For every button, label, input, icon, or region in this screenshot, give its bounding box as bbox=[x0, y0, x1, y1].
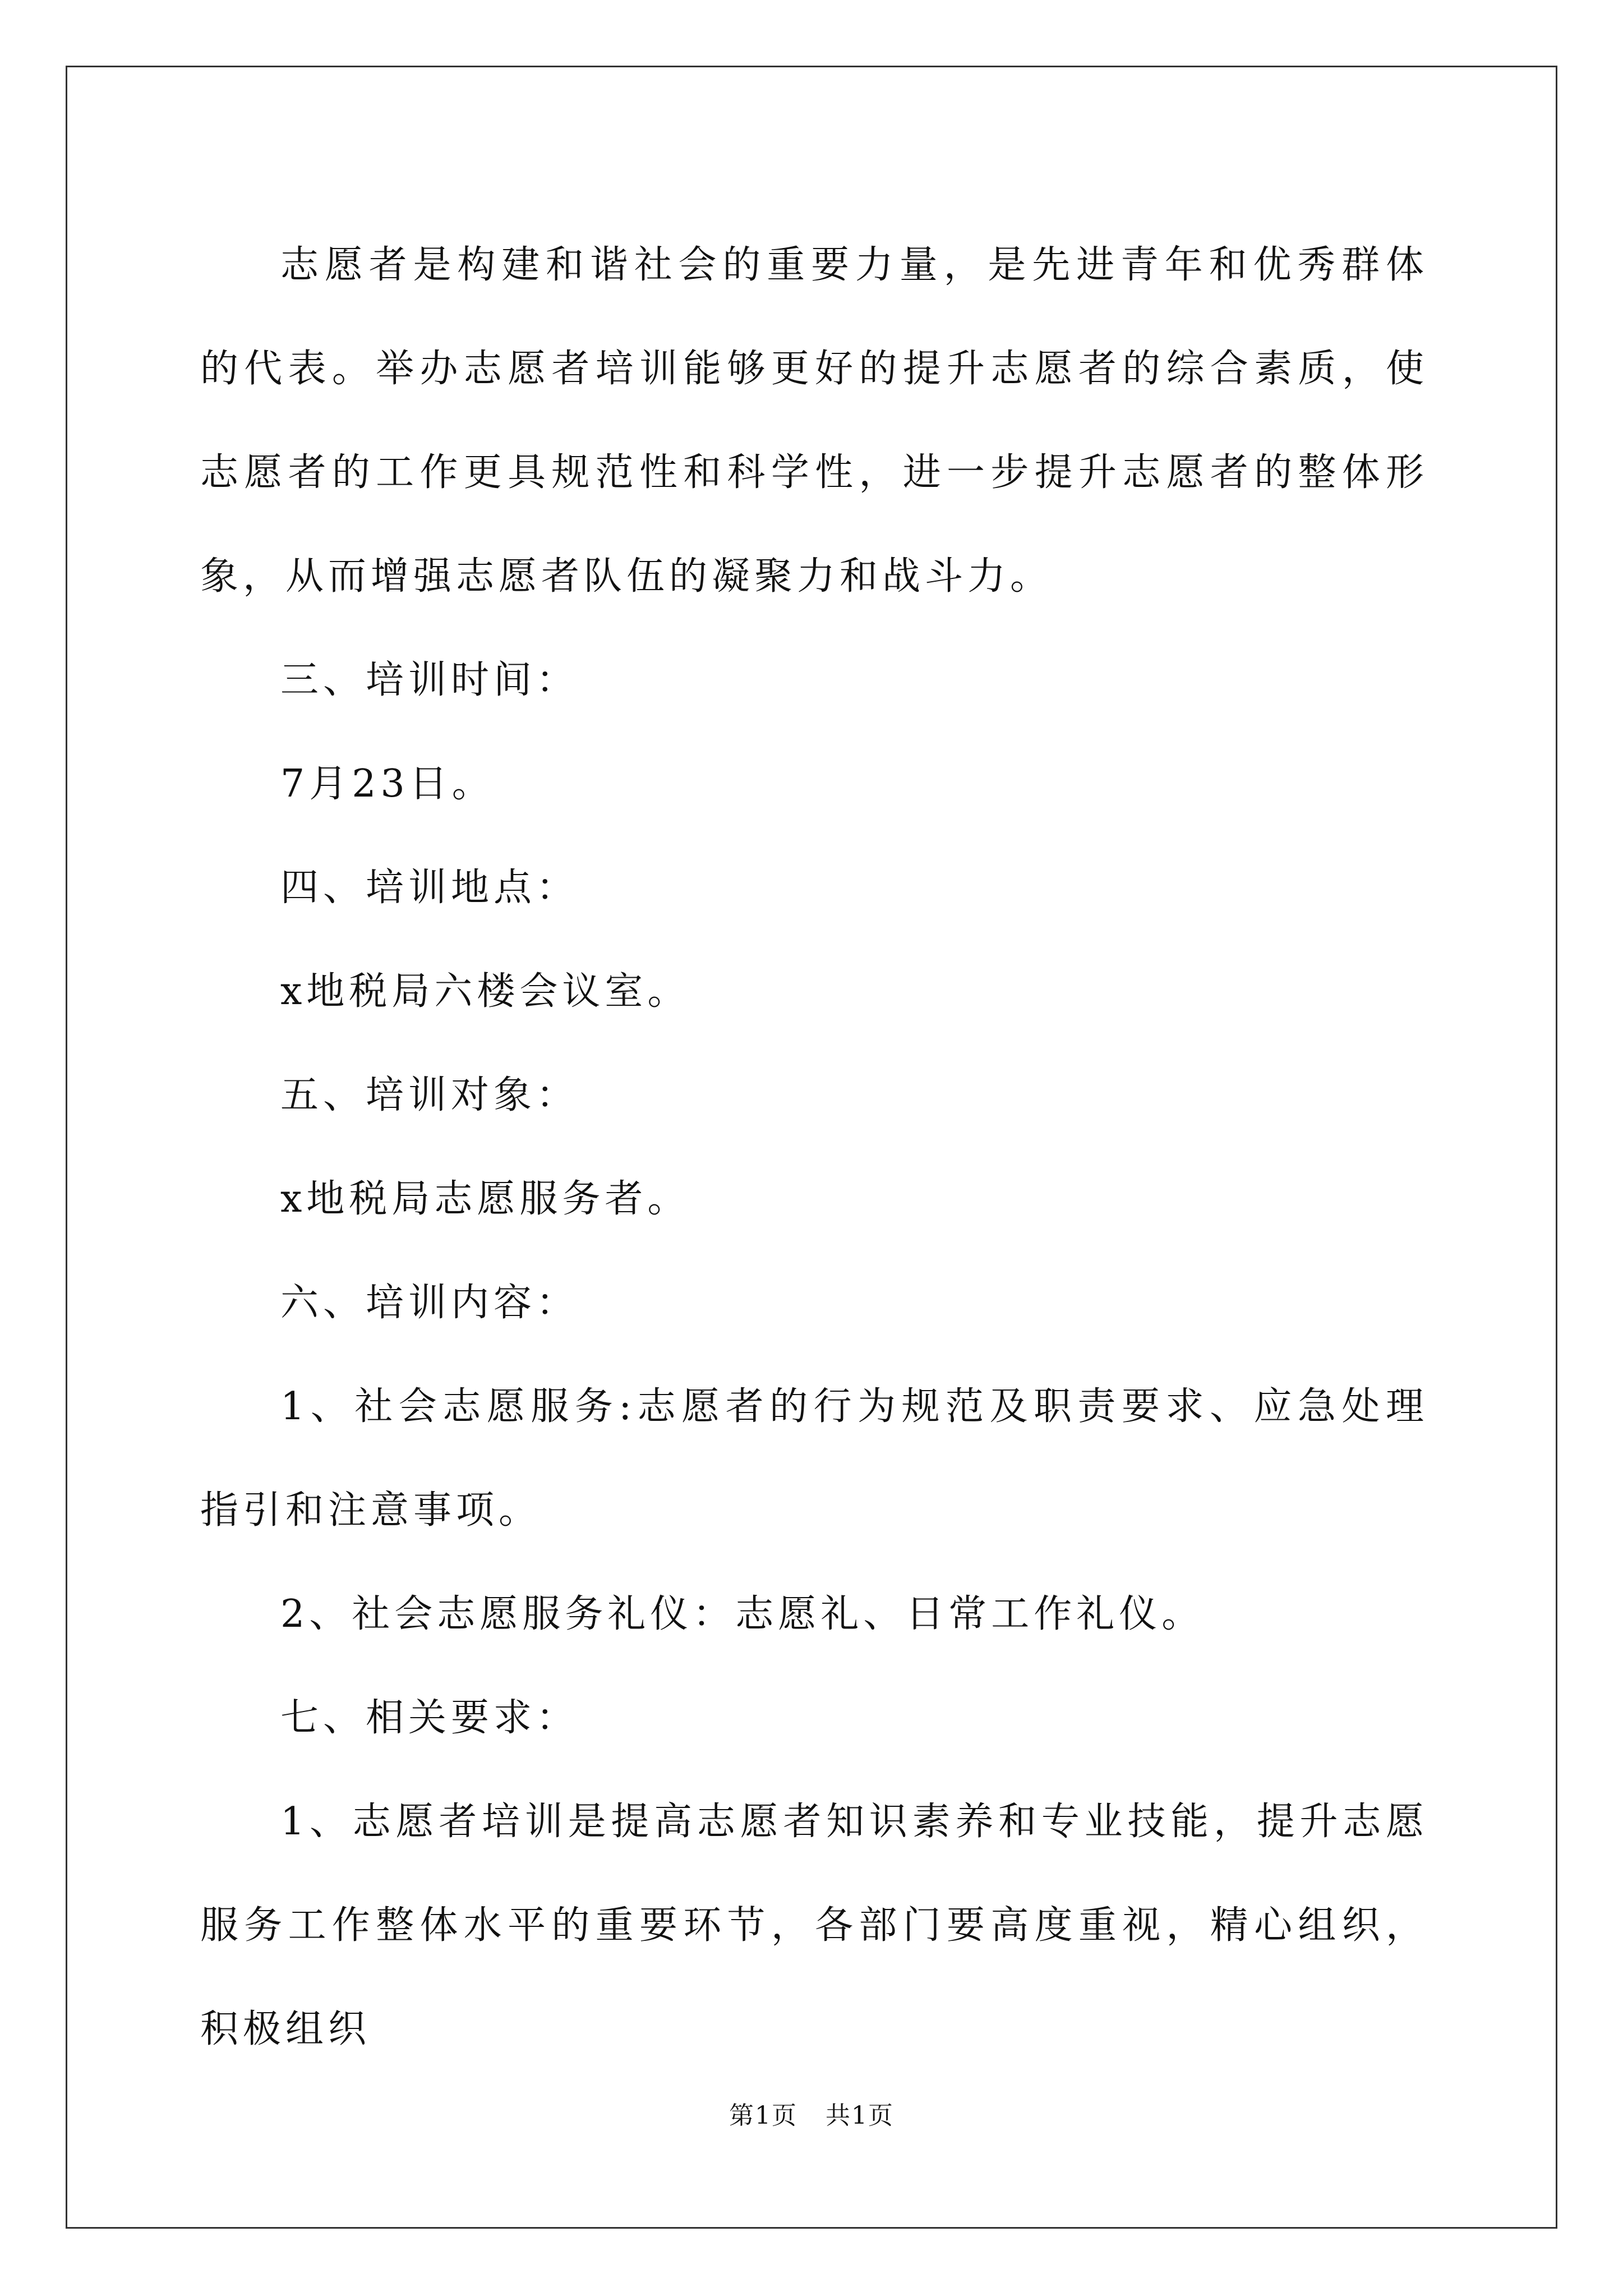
page-number-current: 第1页 bbox=[729, 2101, 797, 2130]
paragraph-content-item-1: 1、社会志愿服务:志愿者的行为规范及职责要求、应急处理指引和注意事项。 bbox=[200, 1384, 1428, 1533]
paragraph-intro: 志愿者是构建和谐社会的重要力量，是先进青年和优秀群体的代表。举办志愿者培训能够更好的提升志愿者的综合素质，使志愿者的工作更具规范性和科学性，进一步提升志愿者的整体形象，从而增强志愿者队伍的凝聚力和战斗力。 bbox=[200, 243, 1428, 599]
page-number-total: 共1页 bbox=[826, 2101, 894, 2130]
heading-requirements: 七、相关要求： bbox=[280, 1696, 579, 1740]
page-footer bbox=[0, 2099, 1623, 2133]
heading-training-time: 三、培训时间： bbox=[280, 658, 579, 702]
paragraph-training-time: 7月23日。 bbox=[280, 762, 495, 806]
paragraph-requirement-item-1: 1、志愿者培训是提高志愿者知识素养和专业技能，提升志愿服务工作整体水平的重要环节，各部门要高度重视，精心组织，积极组织 bbox=[200, 1800, 1428, 2051]
paragraph-content-item-2: 2、社会志愿服务礼仪：志愿礼、日常工作礼仪。 bbox=[280, 1592, 1205, 1636]
document-body bbox=[200, 213, 1428, 2081]
paragraph-training-location: x地税局六楼会议室。 bbox=[280, 969, 690, 1014]
heading-training-location: 四、培训地点： bbox=[280, 866, 579, 910]
paragraph-training-audience: x地税局志愿服务者。 bbox=[280, 1177, 690, 1221]
heading-training-content: 六、培训内容： bbox=[280, 1281, 579, 1325]
heading-training-audience: 五、培训对象： bbox=[280, 1073, 579, 1117]
